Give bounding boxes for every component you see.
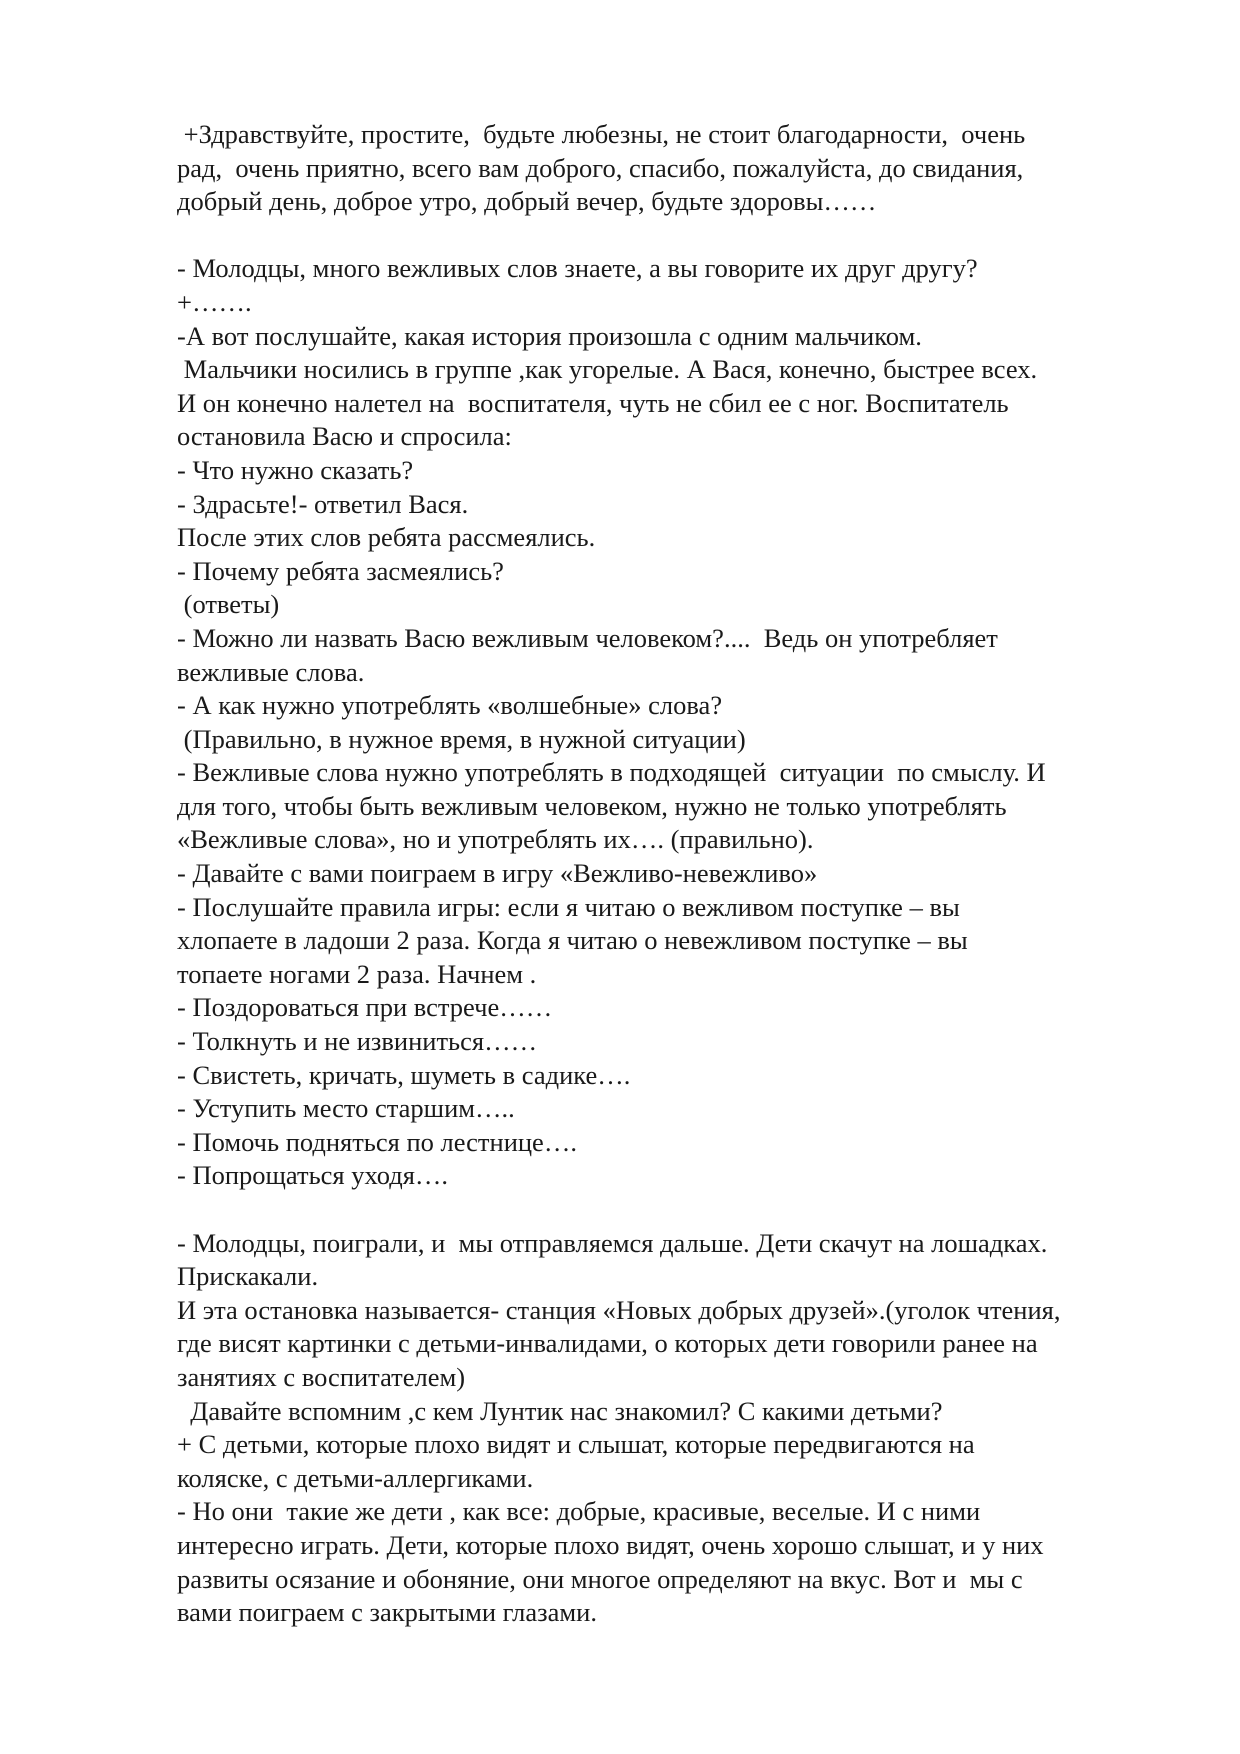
text-line: - Поздороваться при встрече…… xyxy=(177,992,553,1023)
text-line: (ответы) xyxy=(177,589,280,620)
text-line: вами поиграем с закрытыми глазами. xyxy=(177,1597,597,1628)
text-line: занятиях с воспитателем) xyxy=(177,1361,466,1392)
text-line: - Послушайте правила игры: если я читаю о вежливом поступке – вы xyxy=(177,891,960,922)
text-line: + С детьми, которые плохо видят и слышат, которые передвигаются на xyxy=(177,1429,975,1460)
text-line: - Помочь подняться по лестнице…. xyxy=(177,1126,577,1157)
text-line: для того, чтобы быть вежливым человеком, нужно не только употреблять xyxy=(177,790,1007,821)
text-line: хлопаете в ладоши 2 раза. Когда я читаю о невежливом поступке – вы xyxy=(177,925,968,956)
text-line: - Давайте с вами поиграем в игру «Вежливо-невежливо» xyxy=(177,858,818,889)
text-line: - Здрасьте!- ответил Вася. xyxy=(177,488,469,519)
text-line: - Толкнуть и не извиниться…… xyxy=(177,1026,538,1057)
text-line: Давайте вспомним ,с кем Лунтик нас знакомил? С какими детьми? xyxy=(177,1395,943,1426)
text-line: - Почему ребята засмеялись? xyxy=(177,555,504,586)
text-line: Мальчики носились в группе ,как угорелые. А Вася, конечно, быстрее всех. xyxy=(177,354,1038,385)
text-line: интересно играть. Дети, которые плохо видят, очень хорошо слышат, и у них xyxy=(177,1529,1044,1560)
text-line: (Правильно, в нужное время, в нужной ситуации) xyxy=(177,723,746,754)
text-line: - Вежливые слова нужно употреблять в подходящей ситуации по смыслу. И xyxy=(177,757,1046,788)
text-line: коляске, с детьми-аллергиками. xyxy=(177,1462,534,1493)
text-line: +Здравствуйте, простите, будьте любезны, не стоит благодарности, очень xyxy=(177,119,1026,149)
text-line: И он конечно налетел на воспитателя, чуть не сбил ее с ног. Воспитатель xyxy=(177,387,1009,418)
text-line: остановила Васю и спросила: xyxy=(177,421,512,452)
text-line: - Свистеть, кричать, шуметь в садике…. xyxy=(177,1059,631,1090)
text-line: - Что нужно сказать? xyxy=(177,454,414,485)
text-line: - Можно ли назвать Васю вежливым человеком?.... Ведь он употребляет xyxy=(177,622,998,653)
blank-line xyxy=(177,1193,1177,1227)
text-line: вежливые слова. xyxy=(177,656,365,687)
text-line: -А вот послушайте, какая история произошла с одним мальчиком. xyxy=(177,320,922,351)
text-line: Прискакали. xyxy=(177,1261,319,1292)
text-line: топаете ногами 2 раза. Начнем . xyxy=(177,958,537,989)
text-line: - Но они такие же дети , как все: добрые, красивые, веселые. И с ними xyxy=(177,1496,981,1527)
text-line: добрый день, доброе утро, добрый вечер, будьте здоровы…… xyxy=(177,186,877,217)
document-text xyxy=(177,118,1177,1630)
text-line: И эта остановка называется- станция «Новых добрых друзей».(уголок чтения, xyxy=(177,1294,1061,1325)
text-line: - Попрощаться уходя…. xyxy=(177,1160,449,1191)
text-line: - Молодцы, поиграли, и мы отправляемся дальше. Дети скачут на лошадках. xyxy=(177,1227,1048,1258)
text-line: - Молодцы, много вежливых слов знаете, а вы говорите их друг другу? xyxy=(177,253,978,284)
text-line: где висят картинки с детьми-инвалидами, о которых дети говорили ранее на xyxy=(177,1328,1038,1359)
text-line: «Вежливые слова», но и употреблять их…. (правильно). xyxy=(177,824,814,855)
text-line: - А как нужно употреблять «волшебные» слова? xyxy=(177,690,723,721)
text-line: +……. xyxy=(177,286,252,317)
text-line: развиты осязание и обоняние, они многое определяют на вкус. Вот и мы с xyxy=(177,1563,1023,1594)
text-line: После этих слов ребята рассмеялись. xyxy=(177,522,596,553)
text-line: рад, очень приятно, всего вам доброго, спасибо, пожалуйста, до свидания, xyxy=(177,152,1024,183)
text-line: - Уступить место старшим….. xyxy=(177,1093,515,1124)
blank-line xyxy=(177,219,1177,253)
